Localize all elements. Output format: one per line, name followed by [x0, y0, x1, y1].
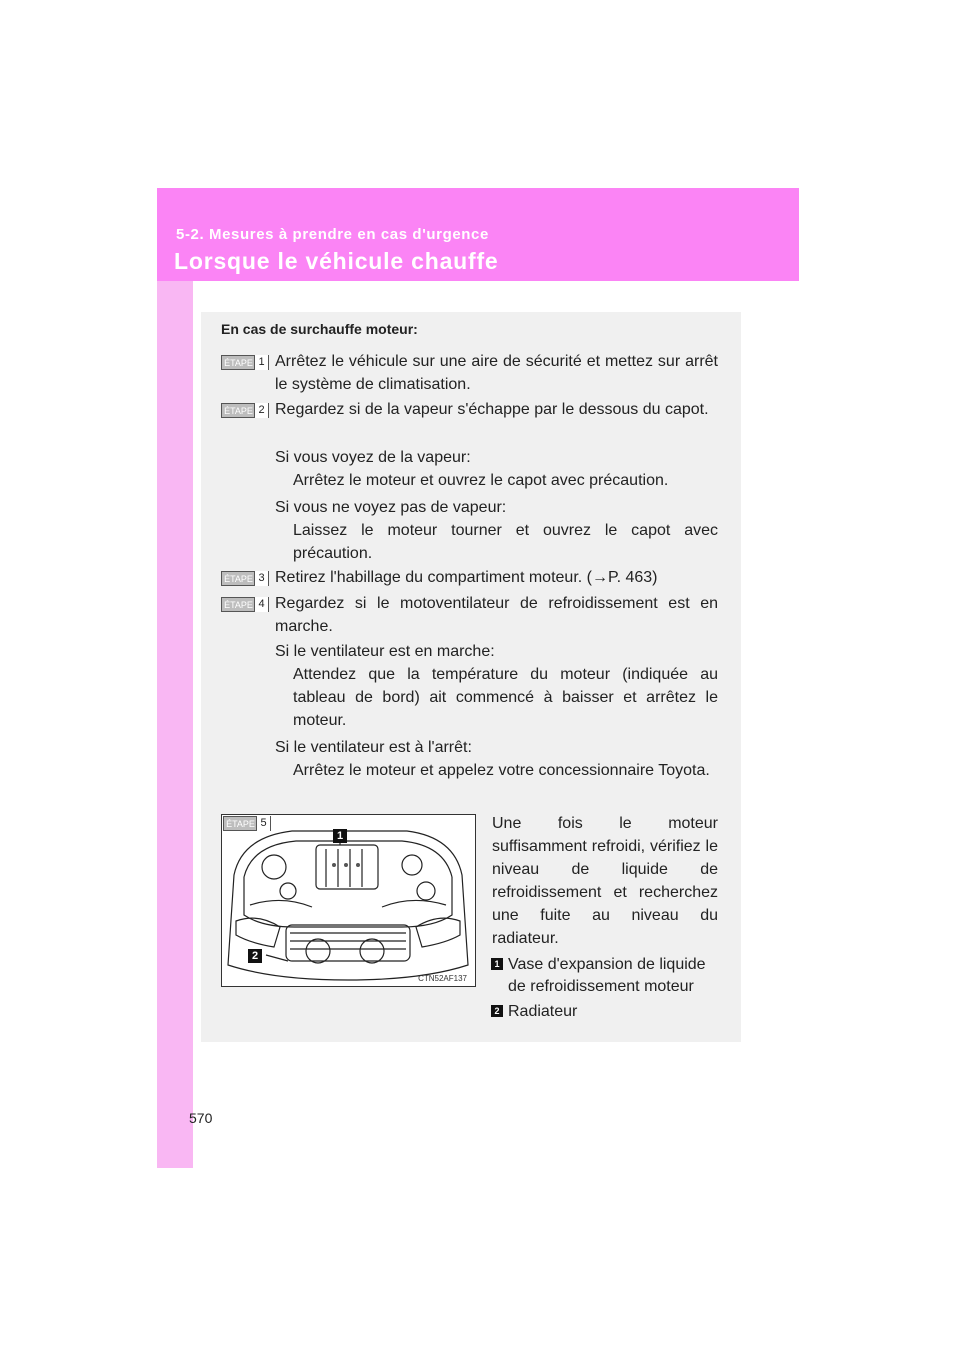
step-label: ÉTAPE	[226, 819, 255, 829]
step-4-action-2: Arrêtez le moteur et appelez votre concessionnaire Toyota.	[293, 762, 710, 779]
step-4-text: Regardez si le motoventilateur de refroidissement est en marche.	[275, 595, 718, 635]
legend-item-1	[491, 954, 719, 998]
step-label: ÉTAPE	[224, 574, 253, 584]
content-box	[201, 312, 741, 1042]
step-2-condition-2: Si vous ne voyez pas de vapeur:	[275, 499, 507, 516]
step-number: 2	[254, 403, 268, 418]
step-number: 5	[256, 816, 270, 831]
legend-text: Vase d'expansion de liquide de refroidissement moteur	[508, 956, 706, 995]
side-tab-strip	[157, 188, 193, 1168]
legend-number: 1	[491, 958, 503, 970]
figure-callout-1: 1	[333, 829, 347, 843]
legend-text: Radiateur	[508, 1003, 578, 1020]
figure-callout-2: 2	[248, 949, 262, 963]
legend-number: 2	[491, 1005, 503, 1017]
step-2-tag	[221, 403, 269, 418]
step-2-condition-1: Si vous voyez de la vapeur:	[275, 449, 471, 466]
legend-item-2	[491, 1001, 719, 1023]
procedure-subtitle: En cas de surchauffe moteur:	[221, 321, 418, 337]
page-header	[157, 188, 799, 281]
step-3-tag	[221, 571, 269, 586]
step-label: ÉTAPE	[224, 358, 253, 368]
figure-code: CTN52AF137	[418, 974, 467, 983]
step-2-action-2: Laissez le moteur tourner et ouvrez le capot avec précaution.	[293, 522, 718, 562]
step-3-text: Retirez l'habillage du compartiment moteur. (→P. 463)	[275, 569, 658, 586]
step-4-condition-1: Si le ventilateur est en marche:	[275, 643, 495, 660]
step-4-tag	[221, 597, 269, 612]
engine-bay-figure	[221, 814, 476, 987]
step-2-action-1: Arrêtez le moteur et ouvrez le capot avec précaution.	[293, 472, 669, 489]
step-2-text: Regardez si de la vapeur s'échappe par le dessous du capot.	[275, 401, 709, 418]
step-1-tag	[221, 355, 269, 370]
step-number: 3	[254, 571, 268, 586]
step-5-text: Une fois le moteur suffisamment refroidi, vérifiez le niveau de liquide de refroidissement et recherchez une fuite au niveau du radiateur.	[492, 815, 718, 947]
step-4-condition-2: Si le ventilateur est à l'arrêt:	[275, 739, 472, 756]
step-label: ÉTAPE	[224, 600, 253, 610]
step-number: 4	[254, 597, 268, 612]
step-number: 1	[254, 355, 268, 370]
step-label: ÉTAPE	[224, 406, 253, 416]
section-label: 5-2. Mesures à prendre en cas d'urgence	[176, 226, 489, 243]
page-number: 570	[189, 1110, 213, 1126]
step-1-text: Arrêtez le véhicule sur une aire de sécurité et mettez sur arrêt le système de climatisation.	[275, 353, 718, 393]
step-4-action-1: Attendez que la température du moteur (indiquée au tableau de bord) ait commencé à baisser et arrêtez le moteur.	[293, 666, 718, 729]
page-title: Lorsque le véhicule chauffe	[174, 248, 499, 274]
